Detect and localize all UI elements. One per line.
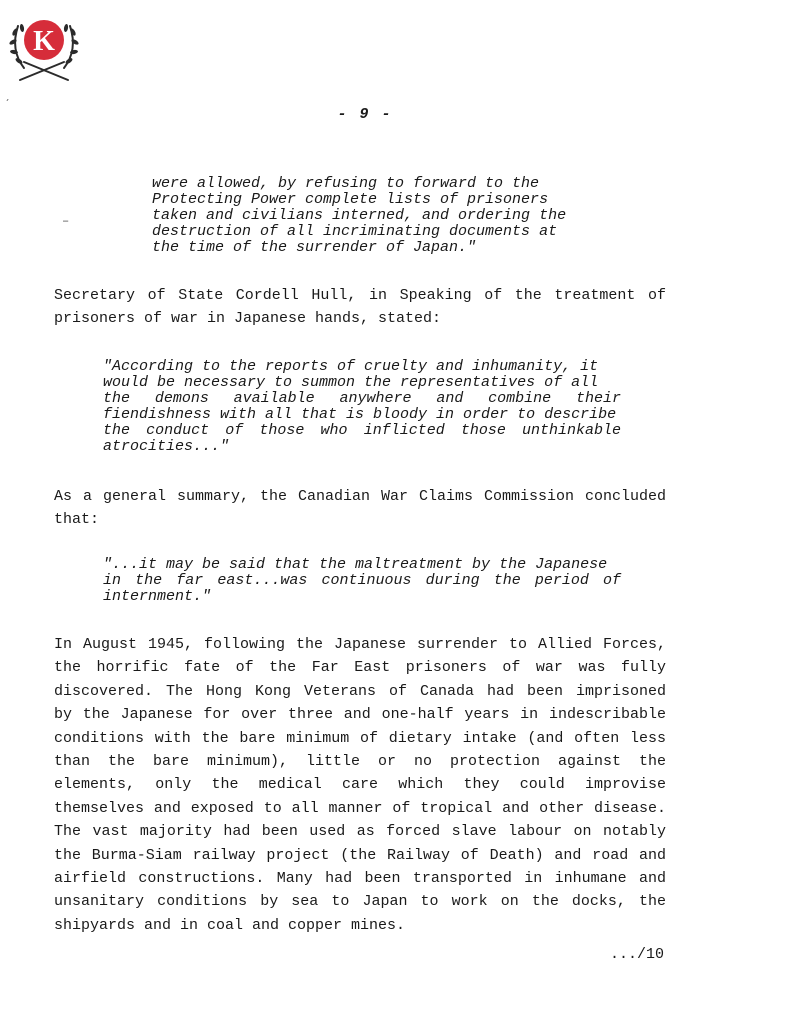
quote-line: "According to the reports of cruelty and inhumanity, it [103,358,599,375]
block-quote-2 [103,359,621,455]
text-line: As a general summary, the Canadian War Claims Commission concluded [54,488,666,505]
text-line: that: [54,511,100,529]
text-line: prisoners of war in Japanese hands, stated: [54,310,442,328]
text-line: the horrific fate of the Far East prisoners of war was fully [54,659,666,677]
text-line: themselves and exposed to all manner of tropical and other disease. [54,799,666,817]
block-quote-1 [152,176,576,256]
scan-mark: ˊ [4,98,12,112]
quote-line: the time of the surrender of Japan." [152,239,477,256]
text-line: conditions with the bare minimum of dietary intake (and often less [54,729,666,747]
paragraph-august-1945 [54,633,666,937]
paragraph-summary [54,485,666,532]
text-line: the Burma-Siam railway project (the Railway of Death) and road and [54,846,666,864]
quote-line: would be necessary to summon the representatives of all [103,374,599,391]
text-line: The vast majority had been used as forced slave labour on notably [54,823,666,841]
next-page-indicator: .../10 [609,946,664,963]
text-line: unsanitary conditions by sea to Japan to work on the docks, the [54,893,666,911]
quote-line: internment." [103,588,212,605]
quote-line: atrocities..." [103,438,230,455]
quote-line: fiendishness with all that is bloody in order to describe [103,406,617,423]
quote-line: in the far east...was continuous during the period of [103,572,621,589]
paragraph-hull [54,284,666,331]
text-line: Secretary of State Cordell Hull, in Speaking of the treatment of [54,287,666,304]
scan-mark: – [62,214,70,228]
page-number: - 9 - [337,106,393,123]
text-line: shipyards and in coal and copper mines. [54,916,406,934]
text-line: In August 1945, following the Japanese surrender to Allied Forces, [54,636,666,653]
hong-kong-veterans-logo [6,6,82,86]
text-line: by the Japanese for over three and one-half years in indescribable [54,706,666,724]
text-line: than the bare minimum), little or no protection against the [54,753,666,771]
quote-line: the demons available anywhere and combine their [103,390,621,407]
logo-letter: K [33,26,55,57]
quote-line: destruction of all incriminating documents at [152,223,558,240]
text-line: discovered. The Hong Kong Veterans of Canada had been imprisoned [54,682,666,700]
text-line: airfield constructions. Many had been transported in inhumane and [54,870,666,888]
text-line: elements, only the medical care which they could improvise [54,776,666,794]
quote-line: Protecting Power complete lists of prisoners [152,191,549,208]
block-quote-3 [103,557,621,605]
quote-line: the conduct of those who inflicted those unthinkable [103,422,621,439]
quote-line: taken and civilians interned, and ordering the [152,207,567,224]
quote-line: "...it may be said that the maltreatment by the Japanese [103,556,608,573]
quote-line: were allowed, by refusing to forward to the [152,175,540,192]
